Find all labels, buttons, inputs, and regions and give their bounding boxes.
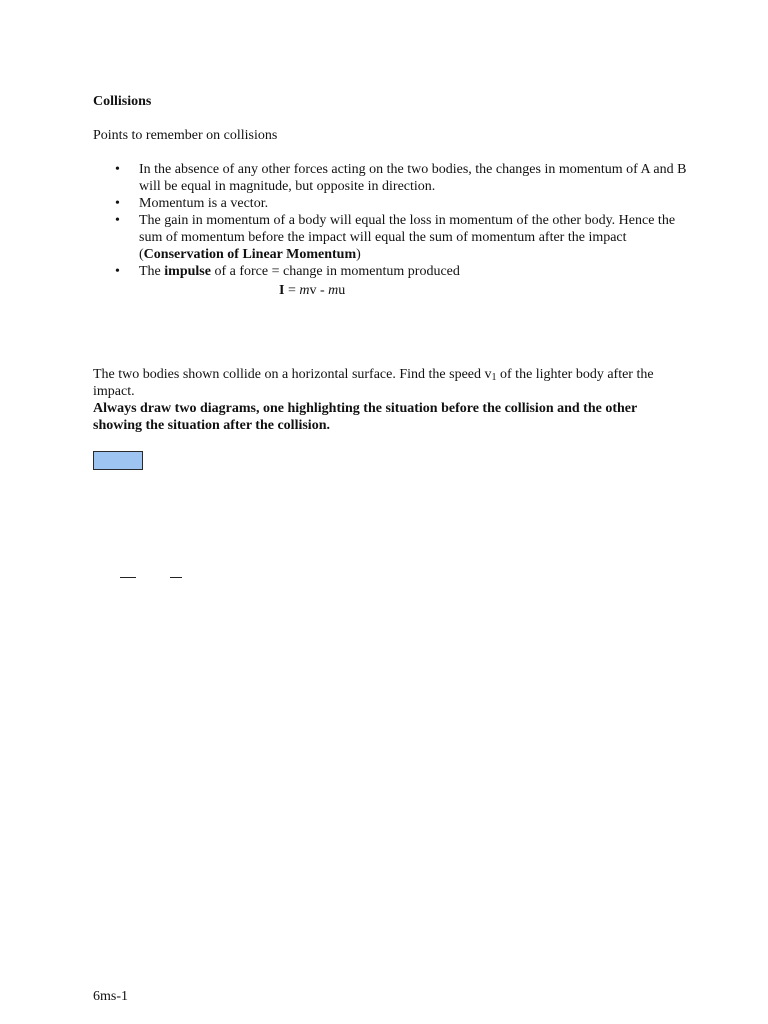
problem-pre: The two bodies shown collide on a horizontal surface. Find the speed v xyxy=(93,367,492,382)
formula-lhs: I xyxy=(279,283,285,298)
intro-text: Points to remember on collisions xyxy=(93,128,278,143)
footer-label: 6ms-1 xyxy=(93,989,128,1004)
bullet-4-post: of a force = change in momentum produced xyxy=(210,264,460,279)
problem-subscript: 1 xyxy=(491,372,497,383)
formula-eq: = xyxy=(284,283,300,298)
bullet-3-end: ) xyxy=(356,247,361,262)
problem-statement xyxy=(93,366,673,400)
problem-post: of the lighter body after the impact. xyxy=(93,367,654,399)
conservation-term: Conservation of Linear Momentum xyxy=(143,247,357,262)
line-mark xyxy=(170,577,182,578)
list-item xyxy=(93,195,693,212)
bullet-4-pre: The xyxy=(139,264,165,279)
body-block-diagram xyxy=(93,451,143,470)
instruction-text: Always draw two diagrams, one highlighting the situation before the collision and the other showing the situation after the collision. xyxy=(93,401,637,433)
formula-v: v - xyxy=(309,283,329,298)
page-title: Collisions xyxy=(93,94,152,109)
list-item xyxy=(93,212,693,263)
list-item xyxy=(93,161,693,195)
formula-m2: m xyxy=(328,283,339,298)
bullet-3-text: The gain in momentum of a body will equal the loss in momentum of the other body. Hence the sum of momentum before the impact will equal the sum of momentum after the impact ( xyxy=(139,213,676,262)
line-mark xyxy=(120,577,136,578)
formula-u: u xyxy=(338,283,346,298)
impulse-term: impulse xyxy=(164,264,211,279)
impulse-formula xyxy=(279,282,345,299)
bullet-1-text: In the absence of any other forces acting on the two bodies, the changes in momentum of A and B will be equal in magnitude, but opposite in direction. xyxy=(139,162,687,194)
list-item xyxy=(93,263,693,280)
bullet-2-text: Momentum is a vector. xyxy=(139,196,269,211)
formula-m1: m xyxy=(299,283,310,298)
points-list xyxy=(93,161,693,280)
